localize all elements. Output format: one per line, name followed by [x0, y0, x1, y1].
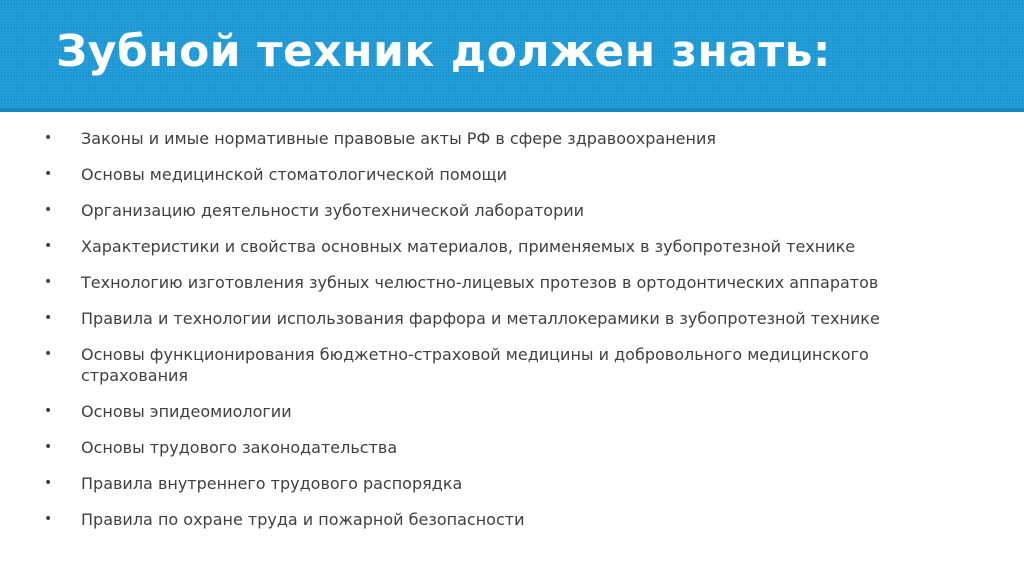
bullet-item — [44, 236, 964, 257]
bullet-icon: • — [44, 130, 53, 146]
title-band — [0, 0, 1024, 108]
bullet-text: Правила по охране труда и пожарной безопасности — [81, 510, 525, 529]
bullet-item — [44, 437, 964, 458]
bullet-icon: • — [44, 475, 53, 491]
bullet-text: Законы и имые нормативные правовые акты РФ в сфере здравоохранения — [81, 129, 716, 148]
bullet-icon: • — [44, 238, 53, 254]
bullet-text: Правила внутреннего трудового распорядка — [81, 474, 463, 493]
bullet-icon: • — [44, 202, 53, 218]
bullet-text: Основы эпидеомиологии — [81, 402, 292, 421]
bullet-icon: • — [44, 166, 53, 182]
bullet-item — [44, 473, 964, 494]
bullet-item — [44, 164, 964, 185]
bullet-item — [44, 401, 964, 422]
slide-title: Зубной техник должен знать: — [56, 26, 831, 77]
bullet-icon: • — [44, 310, 53, 326]
bullet-icon: • — [44, 511, 53, 527]
bullet-item — [44, 308, 964, 329]
bullet-icon: • — [44, 346, 53, 362]
bullet-icon: • — [44, 403, 53, 419]
bullet-item — [44, 509, 964, 530]
bullet-text: Основы функционирования бюджетно-страховой медицины и добровольного медицинского страхования — [81, 345, 869, 385]
bullet-icon: • — [44, 274, 53, 290]
bullet-text: Технологию изготовления зубных челюстно-лицевых протезов в ортодонтических аппаратов — [81, 273, 879, 292]
bullet-text: Основы трудового законодательства — [81, 438, 398, 457]
bullet-text: Характеристики и свойства основных материалов, применяемых в зубопротезной технике — [81, 237, 856, 256]
bullet-icon: • — [44, 439, 53, 455]
bullet-item — [44, 272, 964, 293]
bullet-text: Основы медицинской стоматологической помощи — [81, 165, 507, 184]
bullet-text: Организацию деятельности зуботехнической лаборатории — [81, 201, 585, 220]
title-divider — [0, 108, 1024, 112]
bullet-item — [44, 128, 964, 149]
bullet-item — [44, 344, 964, 386]
bullet-text: Правила и технологии использования фарфора и металлокерамики в зубопротезной технике — [81, 309, 880, 328]
bullet-item — [44, 200, 964, 221]
bullet-list — [44, 128, 964, 545]
